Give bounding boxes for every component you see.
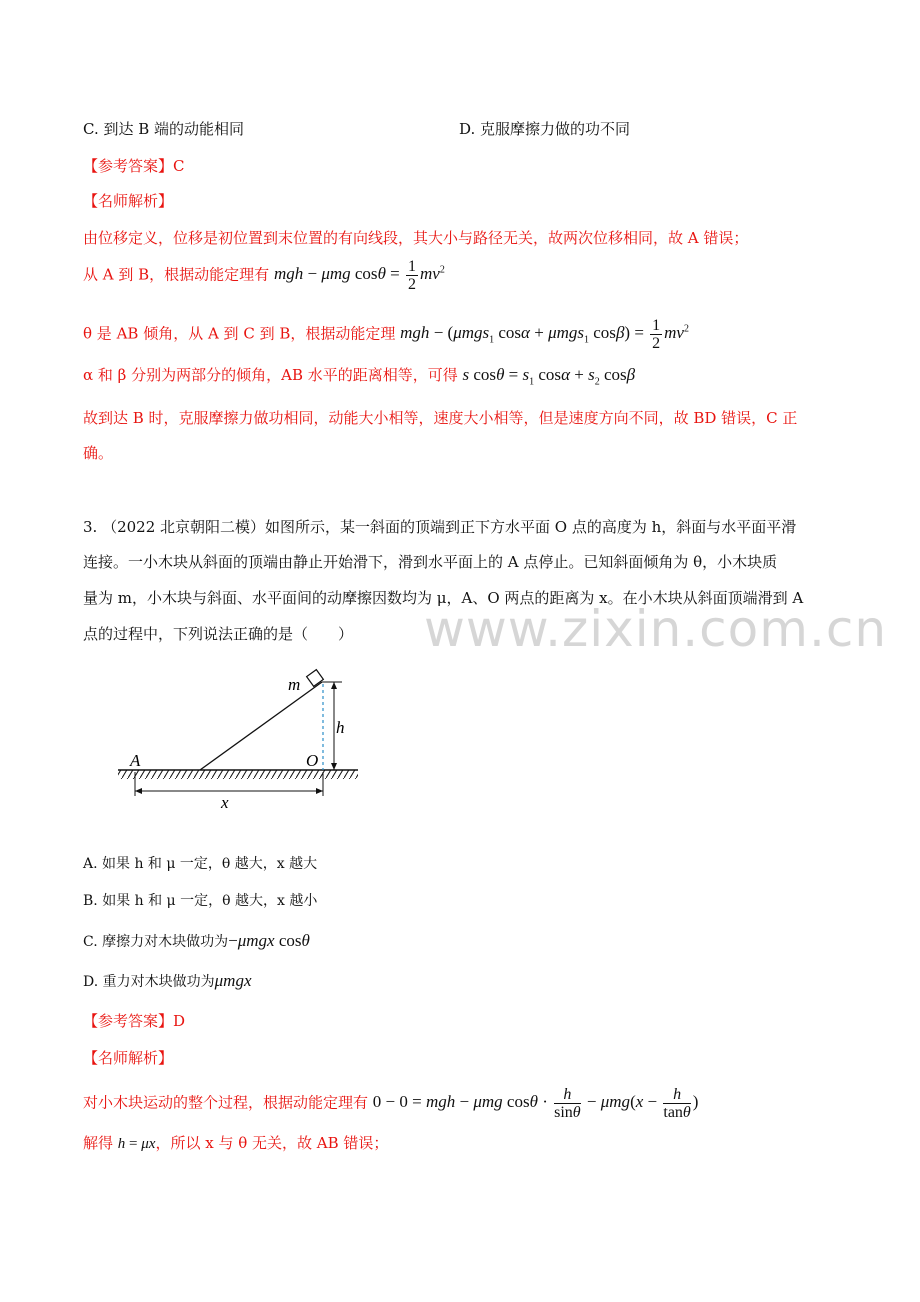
analysis-title-prev: 【名师解析】 xyxy=(83,192,174,210)
analysis-line-2: 从 A 到 B，根据动能定理有 mgh − μmg cosθ = $\frac{1}{2}$ $mv^2$ xyxy=(83,258,445,293)
analysis-line-4: α 和 β 分别为两部分的倾角，AB 水平的距离相等，可得 s $\cos\theta = s_1$ $\cos\alpha + s_2$ cosβ xyxy=(83,365,636,388)
label-h: h xyxy=(336,718,345,737)
incline-line xyxy=(200,682,322,770)
label-a: A xyxy=(130,751,141,770)
q3-answer: 【参考答案】D xyxy=(83,1012,186,1030)
q3-line-4: 点的过程中，下列说法正确的是（ ） xyxy=(83,625,354,643)
label-m: m xyxy=(288,675,301,694)
block xyxy=(307,670,324,687)
option-d-prev: D. 克服摩擦力做的功不同 xyxy=(459,120,631,138)
analysis-line-6: 确。 xyxy=(83,444,114,462)
incline-diagram xyxy=(110,668,370,818)
q3-option-b: B. 如果 h 和 μ 一定，θ 越大，x 越小 xyxy=(83,893,318,909)
ground-hatch xyxy=(118,770,358,779)
x-arrow-left xyxy=(135,788,142,794)
q3-analysis-line-2: 解得 h = μx，所以 x 与 θ 无关，故 AB 错误； xyxy=(83,1134,389,1152)
analysis-line-3: θ 是 AB 倾角，从 A 到 C 到 B，根据动能定理 mgh − (μmgs$_1$ cosα + μmgs$_1$ cosβ) = $\frac{1}{2}$ $mv^2$ xyxy=(83,317,689,352)
label-x: x xyxy=(221,793,229,812)
h-arrow-up xyxy=(331,682,337,689)
analysis-line-5: 故到达 B 时，克服摩擦力做功相同，动能大小相等，速度大小相等，但是速度方向不同，故 BD 错误，C 正 xyxy=(83,409,798,427)
q3-analysis-line-1: 对小木块运动的整个过程，根据动能定理有 0 − 0 = mgh − μmg cosθ · $\frac{h}{\sin\theta}$ − μmg(x − $\frac{h}{\tan\theta}$ ) xyxy=(83,1086,699,1121)
q3-analysis-title: 【名师解析】 xyxy=(83,1049,174,1067)
q3-line-2: 连接。一小木块从斜面的顶端由静止开始滑下，滑到水平面上的 A 点停止。已知斜面倾角为 θ，小木块质 xyxy=(83,553,778,571)
q3-line-3: 量为 m，小木块与斜面、水平面间的动摩擦因数均为 μ，A、O 两点的距离为 x。在小木块从斜面顶端滑到 A xyxy=(83,589,804,607)
answer-prev: 【参考答案】C xyxy=(83,157,185,175)
q3-line-1: 3. （2022 北京朝阳二模）如图所示，某一斜面的顶端到正下方水平面 O 点的高度为 h，斜面与水平面平滑 xyxy=(83,518,797,536)
label-o: O xyxy=(306,751,319,770)
q3-option-c: C. 摩擦力对木块做功为−μmgx cosθ xyxy=(83,931,310,950)
h-arrow-down xyxy=(331,763,337,770)
option-c-prev: C. 到达 B 端的动能相同 xyxy=(83,120,245,138)
analysis-line-1: 由位移定义，位移是初位置到末位置的有向线段，其大小与路径无关，故两次位移相同，故 A 错误； xyxy=(83,229,749,247)
x-arrow-right xyxy=(316,788,323,794)
q3-option-d: D. 重力对木块做功为μmgx xyxy=(83,971,252,990)
watermark: www.zixin.com.cn xyxy=(424,600,888,658)
q3-option-a: A. 如果 h 和 μ 一定，θ 越大，x 越大 xyxy=(83,856,318,872)
